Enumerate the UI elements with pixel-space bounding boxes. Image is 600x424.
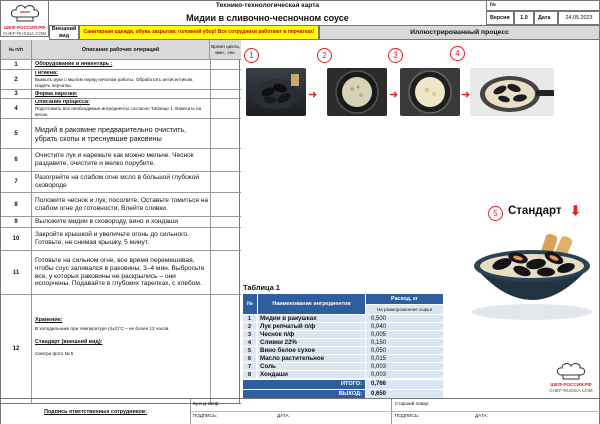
row-text: Разогрейте на слабом огне мсло в большой глубокой сковороде <box>35 174 200 189</box>
step-photo-4 <box>470 68 554 116</box>
footer <box>0 398 600 424</box>
row-text: Закройте крышкой и увеличьте огонь до сильного. Готовьте, не снимая крышку, 5 минут. <box>35 231 189 246</box>
row-num: 5 <box>1 119 32 148</box>
row-text: Подготовить все необходимые ингредиенты согласно Таблице 1. Взвесить на весах. <box>35 106 202 117</box>
senior-cook-sign-label: ПОДПИСЬ: <box>395 413 420 418</box>
row-num: 9 <box>1 217 32 227</box>
footer-logo-subtext: CHEF-RUSSIA.COM <box>549 388 593 393</box>
ingredients-table <box>243 294 443 399</box>
ingredient-num: 1 <box>243 315 257 322</box>
row-text: Вымыть руки с мылом перед началом работы. Обработать антисептиком. Надеть перчатки. <box>35 77 194 88</box>
ingredient-name: Масло растительное <box>258 355 365 362</box>
ingredient-qty: 0,150 <box>366 339 443 346</box>
ingredient-row <box>243 371 443 379</box>
doc-type: Технико-технологическая карта <box>49 0 486 10</box>
operations-table <box>0 40 240 404</box>
row-num: 8 <box>1 193 32 216</box>
table-row <box>1 193 241 217</box>
row-text-2: Смотри фото № 5 <box>35 351 74 357</box>
ing-col-qty-header: Расход, кг <box>366 294 443 304</box>
illustrated-process-header: Иллюстрированный процесс <box>319 25 600 40</box>
step-number: 2 <box>317 48 332 63</box>
row-num: 1 <box>1 60 32 69</box>
row-text: Готовьте на сильном огне, все время перемешивая, чтобы соус заливался в раковины, 3–4 мин. Выбросьте все, у которых раковины не раскрылись – они испорчены. Подавайте в глубоких тарелках, с хлебом. <box>35 256 205 288</box>
ingredient-row <box>243 363 443 371</box>
ingredient-row <box>243 315 443 323</box>
ingredient-row <box>243 355 443 363</box>
col-num-header: № П/П <box>1 40 32 60</box>
logo-subtext: CHEF-RUSSIA.COM <box>2 31 47 36</box>
ingredient-qty: 0,003 <box>366 363 443 370</box>
table-row <box>1 90 241 99</box>
step-number: 4 <box>450 46 465 61</box>
ingredients-title: Таблица 1 <box>243 283 280 292</box>
ingredient-num: 4 <box>243 339 257 346</box>
ing-col-num-header <box>243 294 257 314</box>
appearance-label: Внешний вид <box>49 25 79 40</box>
ing-col-sub-header: На размороженное сырье <box>366 305 443 314</box>
row-title-2: Стандарт (внешний вид): <box>35 339 103 346</box>
table-row <box>1 119 241 149</box>
ingredient-num: 5 <box>243 347 257 354</box>
ingredient-name: Мидии в ракушках <box>258 315 365 322</box>
version-label: Версия <box>486 11 514 25</box>
table-row <box>1 295 241 404</box>
date-label: Дата <box>534 11 558 25</box>
standard-number: 5 <box>488 206 503 221</box>
row-title: Описание процесса: <box>35 100 90 106</box>
table-row <box>1 70 241 90</box>
step-photo-2 <box>327 68 387 116</box>
ingredient-qty: 0,003 <box>366 371 443 378</box>
ingredient-name: Хондаши <box>258 371 365 378</box>
table-row <box>1 99 241 119</box>
row-title: Гигиена: <box>35 71 58 77</box>
ingredient-row <box>243 331 443 339</box>
ingredient-name: Вино белое сухое <box>258 347 365 354</box>
row-text: В холодильнике при температуре (4±2)°С – не более 12 часов. <box>35 325 170 331</box>
chef-hat-logo-icon <box>8 3 42 23</box>
arrow-down-icon: ⬇ <box>570 203 581 218</box>
row-text: Выложите мидии в сковороду, вино и хондаши <box>35 218 179 226</box>
row-title: Форма нарезки: <box>35 91 78 97</box>
col-time-header: Время цикла, мин., сек. <box>209 40 241 60</box>
arrow-right-icon: ➜ <box>461 89 471 101</box>
ingredient-num: 3 <box>243 331 257 338</box>
pan-mussels-icon <box>470 68 554 116</box>
row-text: Очистите лук и нарежьте как можно мельче. Чеснок раздавите, очистите и мелко порубите. <box>35 152 194 167</box>
ing-col-name-header: Наименование ингредиентов <box>258 294 365 314</box>
ingredient-name: Соль <box>258 363 365 370</box>
ingredient-row <box>243 347 443 355</box>
ingredient-qty: 0,500 <box>366 315 443 322</box>
row-num: 2 <box>1 70 32 89</box>
output-label: ВЫХОД: <box>243 390 365 399</box>
ingredient-qty: 0,050 <box>366 347 443 354</box>
senior-cook-label: Старший повар: <box>395 401 430 406</box>
row-title: Оборудование и инвентарь : <box>35 61 113 68</box>
step-photo-3 <box>400 68 460 116</box>
row-num: 12 <box>1 295 32 403</box>
doc-number <box>486 0 600 11</box>
ingredient-num: 2 <box>243 323 257 330</box>
table-row <box>1 251 241 295</box>
footer-logo-text: ШЕФ-РОССИЯ.РФ <box>550 382 592 387</box>
ingredient-row <box>243 323 443 331</box>
bowl-of-mussels-icon <box>466 224 598 324</box>
row-title: Хранение: <box>35 317 63 323</box>
date-value: 24.05.2023 <box>558 11 600 25</box>
ingredient-qty: 0,005 <box>366 331 443 338</box>
mussels-raw-icon <box>246 68 306 116</box>
ingredient-qty: 0,040 <box>366 323 443 330</box>
ingredient-num: 8 <box>243 371 257 378</box>
ingredient-num: 7 <box>243 363 257 370</box>
ingredient-name: Лук репчатый п/ф <box>258 323 365 330</box>
brand-chef-date-label: ДАТА: <box>277 413 290 418</box>
row-num: 4 <box>1 99 32 118</box>
brand-chef-sign-label: ПОДПИСЬ: <box>193 413 218 418</box>
brand-chef-label: Бренд-Шеф: <box>193 401 220 406</box>
step-photo-1 <box>246 68 306 116</box>
total-label: ИТОГО: <box>243 380 365 389</box>
table-row <box>1 228 241 251</box>
operations-table-header <box>1 40 241 60</box>
pan-onion-icon <box>327 68 387 116</box>
arrow-right-icon: ➜ <box>308 89 318 101</box>
col-desc-header: Описание рабочих операций <box>81 46 160 53</box>
row-num: 10 <box>1 228 32 250</box>
ingredient-name: Сливки 22% <box>258 339 365 346</box>
logo <box>0 0 49 37</box>
page-title: Мидии в сливочно-чесночном соусе <box>186 12 349 23</box>
row-num: 7 <box>1 172 32 192</box>
table-row <box>1 149 241 172</box>
table-row <box>1 217 241 228</box>
hygiene-notice: Санитарная одежда, обувь закрытая, головной убор! Все сотрудники работают в перчатках! <box>79 25 319 40</box>
senior-cook-date-label: ДАТА: <box>475 413 488 418</box>
output-value: 0,650 <box>366 390 443 399</box>
row-num: 11 <box>1 251 32 294</box>
step-number: 3 <box>388 48 403 63</box>
standard-label: Стандарт <box>508 205 562 217</box>
chef-hat-logo-icon <box>554 362 588 380</box>
total-value: 0,766 <box>366 380 443 389</box>
pan-cream-icon <box>400 68 460 116</box>
row-text: Положите чеснок и лук, посолите. Оставьте томиться на слабом огне до готовности, Влейте сливки. <box>35 196 209 212</box>
row-text: Мидий в раковине предварительно очистить, убрать скопы и треснувшие раковины <box>35 124 187 143</box>
version-value: 1.0 <box>514 11 534 25</box>
table-row <box>1 172 241 193</box>
row-num: 3 <box>1 90 32 98</box>
standard-photo <box>466 224 598 324</box>
ingredient-row <box>243 339 443 347</box>
ing-col-num-text: № <box>246 300 253 307</box>
ingredient-num: 6 <box>243 355 257 362</box>
number-label: № <box>490 2 497 8</box>
row-num: 6 <box>1 149 32 171</box>
arrow-right-icon: ➜ <box>389 89 399 101</box>
footer-logo <box>548 362 594 396</box>
signatures-label: Подпись ответственных сотрудников: <box>1 399 191 424</box>
table-row <box>1 60 241 70</box>
ingredient-name: Чеснок п/ф <box>258 331 365 338</box>
ingredient-qty: 0,015 <box>366 355 443 362</box>
step-number: 1 <box>244 48 259 63</box>
logo-text: ШЕФ-РОССИЯ.РФ <box>3 25 46 30</box>
